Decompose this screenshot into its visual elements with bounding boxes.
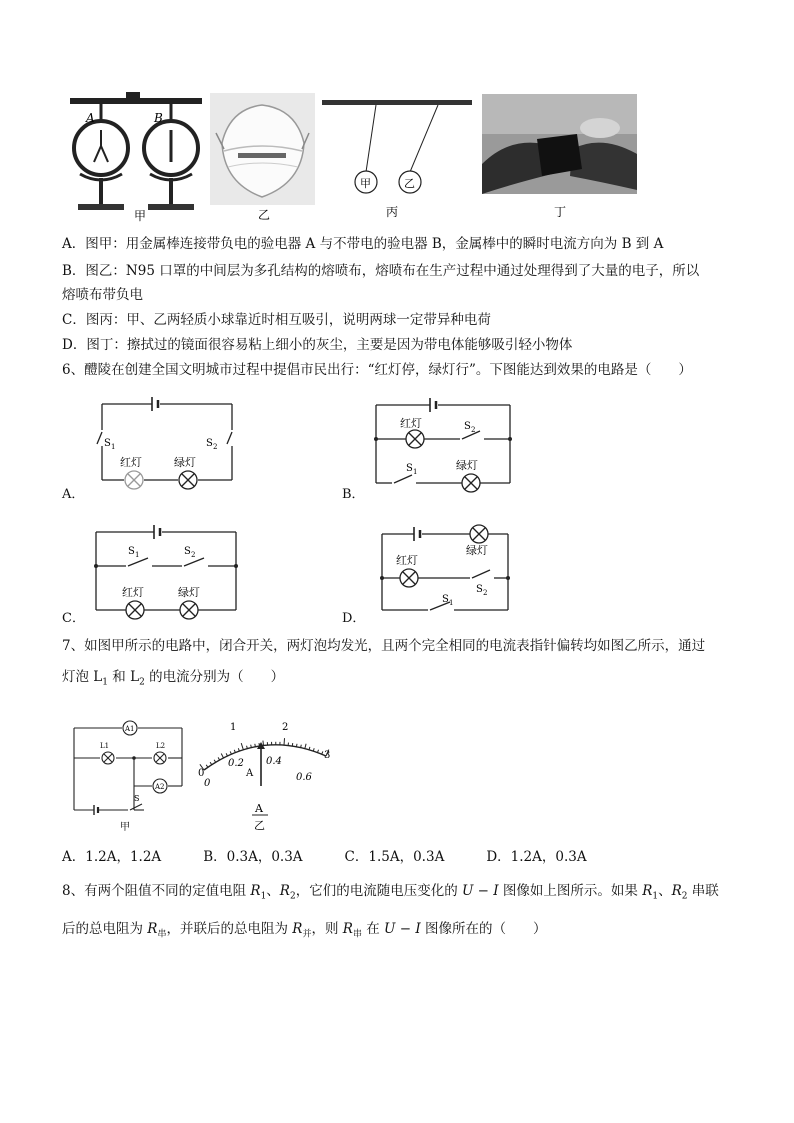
lower-scale-0.2: 0.2 [228, 758, 244, 769]
text-span: 和 L [108, 669, 140, 685]
switch-s1-label: S [406, 463, 413, 474]
text-span: 后的总电阻为 [62, 921, 148, 937]
figure-hanging-balls [318, 98, 478, 223]
subscript: 1 [652, 891, 659, 902]
option-text: 图丙：甲、乙两轻质小球靠近时相互吸引，说明两球一定带异种电荷 [85, 312, 491, 328]
q6-option-b-letter: B． [342, 487, 365, 502]
figure-yi-caption: 乙 [254, 819, 265, 832]
red-lamp-label: 红灯 [122, 586, 144, 599]
dial-tick [263, 741, 264, 746]
green-lamp-label: 绿灯 [456, 459, 478, 472]
var-r: R [147, 921, 158, 937]
subscript: 2 [213, 443, 218, 451]
var-ui: U − I [384, 921, 421, 937]
ball-jia-label: 甲 [360, 177, 371, 190]
lamp-l1-label: L1 [100, 742, 110, 750]
q7-stem-line1: 7、如图甲所示的电路中，闭合开关，两灯泡均发光，且两个完全相同的电流表指针偏转均如图乙所示，通过 [62, 638, 706, 654]
option-letter: B． [62, 263, 86, 279]
subscript: 串 [157, 929, 167, 940]
green-lamp-label: 绿灯 [466, 544, 488, 557]
subscript: 2 [471, 426, 476, 434]
dial-tick [301, 745, 302, 748]
switch-s2-label: S [184, 546, 191, 557]
subscript: 1 [102, 677, 108, 688]
switch-s2-label: S [476, 584, 483, 595]
var-r: R [671, 883, 682, 899]
q6-option-a-letter: A． [62, 487, 85, 502]
q8-stem-line2 [62, 920, 546, 944]
q7-stem-line2 [62, 668, 284, 692]
text-span: 串联 [687, 883, 719, 899]
subscript: 1 [413, 468, 418, 476]
text-span: ，并联后的总电阻为 [166, 921, 293, 937]
figure-n95-mask [210, 93, 315, 223]
circuit-d [376, 524, 516, 616]
q8-stem-line1 [62, 882, 719, 906]
lower-scale-0.6: 0.6 [296, 772, 312, 783]
q7-option-b: B．0.3A，0.3A [203, 849, 303, 865]
upper-scale-1: 1 [230, 722, 237, 733]
electroscope-b-label: B [154, 111, 163, 125]
lamp-l2-label: L2 [156, 742, 166, 750]
q5-option-c [62, 311, 491, 329]
subscript: 串 [352, 929, 362, 940]
dial-tick [284, 738, 285, 745]
q5-option-a [62, 235, 663, 253]
green-lamp-label: 绿灯 [174, 456, 196, 469]
upper-scale-3: 3 [324, 750, 331, 761]
q7-option-d: D．1.2A，0.3A [486, 849, 587, 865]
option-letter: C． [62, 312, 86, 328]
red-lamp-label: 红灯 [400, 417, 422, 430]
switch-s-label: S [134, 794, 140, 803]
dial-tick [255, 744, 256, 747]
switch-s1-label: S [442, 594, 449, 605]
dial-tick [226, 753, 227, 756]
text-span: 图像所在的（ ） [420, 921, 547, 937]
dial-unit-label: A [246, 768, 254, 779]
option-text: 图甲：用金属棒连接带负电的验电器 A 与不带电的验电器 B，金属棒中的瞬时电流方向为 B 到 A [85, 236, 664, 252]
subscript: 1 [449, 599, 454, 607]
subscript: 2 [289, 891, 296, 902]
red-lamp-label: 红灯 [396, 554, 418, 567]
text-span: 的电流分别为（ ） [144, 669, 285, 685]
subscript: 并 [302, 929, 312, 940]
ammeter-a1-label: A1 [125, 725, 135, 733]
circuit-q7-jia [68, 716, 188, 836]
circuit-a [94, 392, 244, 494]
subscript: 1 [111, 443, 116, 451]
q7-option-a: A．1.2A，1.2A [62, 849, 162, 865]
dial-symbol-a: A [255, 802, 263, 815]
figure-ding-caption: 丁 [554, 205, 567, 219]
subscript: 2 [191, 551, 196, 559]
text-span: 在 [361, 921, 385, 937]
subscript: 2 [139, 677, 145, 688]
red-lamp-label: 红灯 [120, 456, 142, 469]
q5-option-b [62, 262, 699, 280]
text-span: ，则 [311, 921, 343, 937]
lower-scale-0.4: 0.4 [266, 756, 282, 767]
text-span: 图像如上图所示。如果 [498, 883, 643, 899]
switch-s2-label: S [206, 438, 213, 449]
figure-bing-caption: 丙 [386, 205, 399, 219]
var-r: R [279, 883, 290, 899]
var-ui: U − I [462, 883, 499, 899]
option-letter: A． [62, 236, 86, 252]
upper-scale-2: 2 [282, 722, 289, 733]
q5-option-d [62, 336, 572, 354]
dial-tick [251, 745, 252, 748]
dial-tick [206, 765, 208, 767]
dial-tick [234, 750, 235, 753]
text-span: 灯泡 L [62, 669, 103, 685]
dial-tick [296, 744, 297, 747]
dial-tick [218, 757, 219, 760]
text-span: 、 [658, 883, 672, 899]
electroscope-a-label: A [86, 111, 95, 125]
switch-s1-label: S [128, 546, 135, 557]
var-r: R [250, 883, 261, 899]
var-r: R [292, 921, 303, 937]
dial-tick [210, 762, 212, 765]
subscript: 2 [681, 891, 688, 902]
subscript: 1 [135, 551, 140, 559]
ammeter-a2-label: A2 [155, 783, 165, 791]
option-text: 图丁：擦拭过的镜面很容易粘上细小的灰尘，主要是因为带电体能够吸引轻小物体 [86, 337, 573, 353]
q6-option-c-letter: C． [62, 611, 85, 626]
lower-scale-0: 0 [204, 778, 211, 789]
subscript: 1 [260, 891, 267, 902]
ammeter-dial [190, 716, 340, 840]
switch-s2-label: S [464, 421, 471, 432]
figure-electroscopes [68, 88, 208, 223]
q7-options [62, 848, 587, 866]
dial-tick [322, 751, 323, 754]
ball-yi-label: 乙 [404, 177, 415, 190]
green-lamp-label: 绿灯 [178, 586, 200, 599]
option-letter: D． [62, 337, 87, 353]
var-r: R [642, 883, 653, 899]
text-span: 8、有两个阻值不同的定值电阻 [62, 883, 251, 899]
dial-tick [214, 760, 216, 763]
option-text: 熔喷布带负电 [62, 287, 143, 303]
text-span: 、 [266, 883, 280, 899]
figure-jia-caption: 甲 [120, 822, 130, 833]
figure-yi-caption: 乙 [258, 208, 271, 222]
q5-option-b-continued [62, 286, 143, 304]
figure-jia-caption: 甲 [134, 209, 147, 223]
dial-tick [305, 744, 306, 749]
dial-tick [221, 753, 223, 757]
text-span: ，它们的电流随电压变化的 [295, 883, 462, 899]
dial-ticks [200, 738, 329, 770]
option-text: 图乙：N95 口罩的中间层为多孔结构的熔喷布，熔喷布在生产过程中通过处理得到了大量的电子，所以 [85, 263, 700, 279]
var-r: R [342, 921, 353, 937]
circuit-c [90, 524, 240, 624]
q6-stem: 6、醴陵在创建全国文明城市过程中提倡市民出行：“红灯停，绿灯行”。下图能达到效果的电路是（ ） [62, 362, 692, 378]
switch-s1-label: S [104, 438, 111, 449]
dial-tick [241, 743, 243, 750]
upper-scale-0: 0 [198, 768, 205, 779]
subscript: 2 [483, 589, 488, 597]
dial-tick [317, 750, 318, 753]
dial-tick [230, 751, 231, 754]
q7-option-c: C．1.5A，0.3A [344, 849, 445, 865]
circuit-b [368, 397, 518, 497]
q6-option-d-letter: D． [342, 611, 366, 626]
figure-wiping-photo [482, 94, 637, 222]
